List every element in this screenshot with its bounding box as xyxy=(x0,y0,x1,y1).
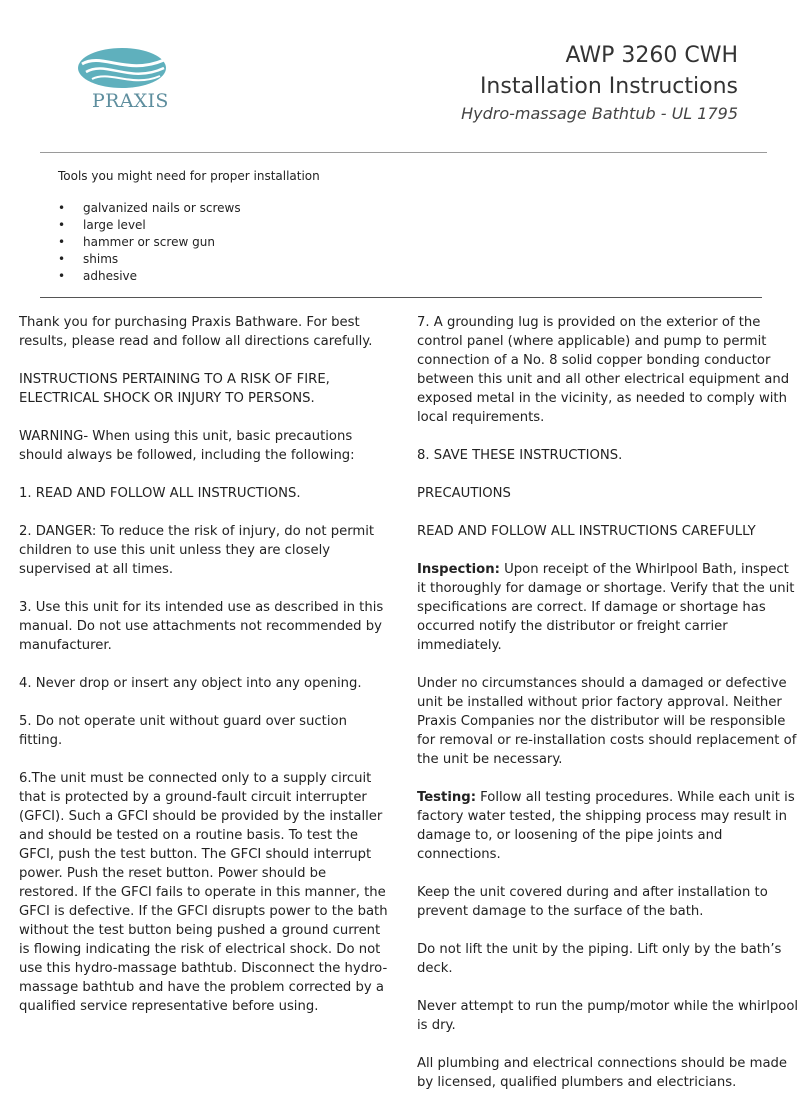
testing-label: Testing: xyxy=(417,790,476,805)
list-item: • hammer or screw gun xyxy=(58,234,320,251)
testing-paragraph xyxy=(417,788,799,864)
damage-paragraph: Under no circumstances should a damaged or defective unit be installed without prior factory approval. Neither Praxis Companies nor the distributor will be responsible for removal or re-installation costs should replacement of the unit be necessary. xyxy=(417,676,797,767)
risk-heading: INSTRUCTIONS PERTAINING TO A RISK OF FIRE, ELECTRICAL SHOCK OR INJURY TO PERSONS. xyxy=(19,372,330,406)
testing-text: Follow all testing procedures. While each unit is factory water tested, the shipping process may result in damage to, or loosening of the pipe joints and connections. xyxy=(417,790,795,862)
divider-middle xyxy=(40,297,762,298)
page-title: Installation Instructions xyxy=(479,74,738,99)
brand-name: PRAXIS xyxy=(92,90,169,112)
list-item: • galvanized nails or screws xyxy=(58,200,320,217)
intro-paragraph: Thank you for purchasing Praxis Bathware. For best results, please read and follow all directions carefully. xyxy=(19,315,373,349)
tools-section xyxy=(58,168,320,285)
lift-paragraph: Do not lift the unit by the piping. Lift only by the bath’s deck. xyxy=(417,942,782,976)
list-item: • adhesive xyxy=(58,268,320,285)
cover-paragraph: Keep the unit covered during and after installation to prevent damage to the surface of the bath. xyxy=(417,885,768,919)
list-item: • shims xyxy=(58,251,320,268)
inspection-paragraph xyxy=(417,560,799,655)
precautions-heading: PRECAUTIONS xyxy=(417,486,511,501)
instruction-8: 8. SAVE THESE INSTRUCTIONS. xyxy=(417,448,623,463)
header xyxy=(461,40,738,126)
model-number: AWP 3260 CWH xyxy=(565,43,738,68)
tools-title: Tools you might need for proper installation xyxy=(58,169,320,183)
instruction-1: 1. READ AND FOLLOW ALL INSTRUCTIONS. xyxy=(19,486,301,501)
inspection-label: Inspection: xyxy=(417,562,500,577)
divider-top xyxy=(40,152,767,153)
left-column xyxy=(19,313,389,1035)
instruction-7: 7. A grounding lug is provided on the exterior of the control panel (where applicable) and pump to permit connection of a No. 8 solid copper bonding conductor between this unit and all other electrical equipment and exposed metal in the vicinity, as needed to comply with local requirements. xyxy=(417,315,790,425)
pump-paragraph: Never attempt to run the pump/motor while the whirlpool is dry. xyxy=(417,999,799,1033)
list-item: • large level xyxy=(58,217,320,234)
instruction-4: 4. Never drop or insert any object into any opening. xyxy=(19,676,362,691)
plumbing-paragraph: All plumbing and electrical connections should be made by licensed, qualified plumbers and electricians. xyxy=(417,1056,788,1090)
instruction-6: 6.The unit must be connected only to a supply circuit that is protected by a ground-fault circuit interrupter (GFCI). Such a GFCI should be provided by the installer and should be tested on a routine basis. To test the GFCI, push the test button. The GFCI should interrupt power. Push the reset button. Power should be restored. If the GFCI fails to operate in this manner, the GFCI is defective. If the GFCI disrupts power to the bath without the test button being pushed a ground current is flowing indicating the risk of electrical shock. Do not use this hydro-massage bathtub. Disconnect the hydro-massage bathtub and have the problem corrected by a qualified service representative before using. xyxy=(19,771,388,1014)
warning-paragraph: WARNING- When using this unit, basic precautions should always be followed, including the following: xyxy=(19,429,355,463)
precautions-subheading: READ AND FOLLOW ALL INSTRUCTIONS CAREFULLY xyxy=(417,524,756,539)
inspection-text: Upon receipt of the Whirlpool Bath, inspect it thoroughly for damage or shortage. Verify that the unit specifications are correct. If damage or shortage has occurred notify the distributor or freight carrier immediately. xyxy=(417,562,795,653)
right-column xyxy=(417,313,799,1111)
instruction-3: 3. Use this unit for its intended use as described in this manual. Do not use attachments not recommended by manufacturer. xyxy=(19,600,384,653)
instruction-5: 5. Do not operate unit without guard over suction fitting. xyxy=(19,714,347,748)
page-subtitle: Hydro-massage Bathtub - UL 1795 xyxy=(461,104,738,123)
instruction-2: 2. DANGER: To reduce the risk of injury, do not permit children to use this unit unless they are closely supervised at all times. xyxy=(19,524,375,577)
tools-list xyxy=(58,200,320,285)
